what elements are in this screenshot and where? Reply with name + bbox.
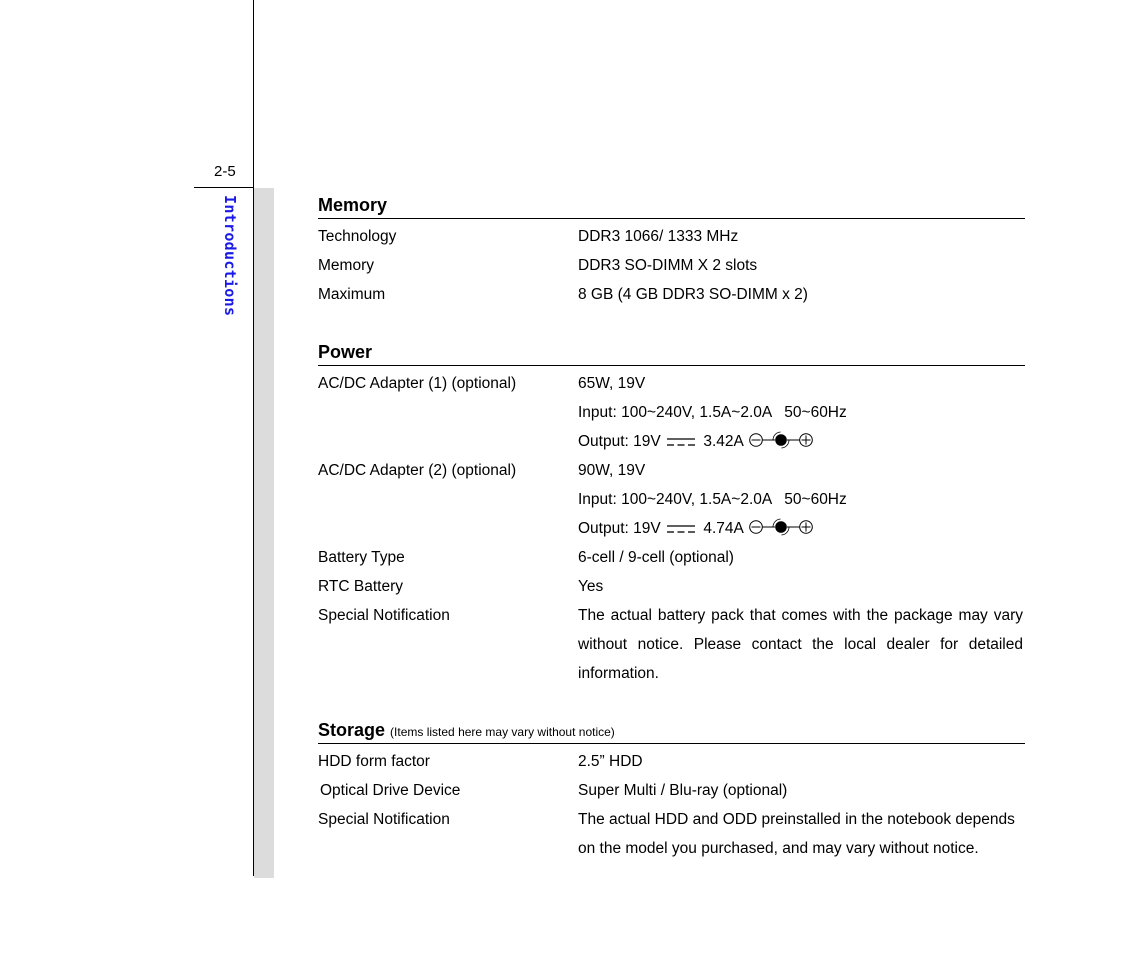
output-prefix: Output: 19V <box>578 433 661 450</box>
notification-line: on the model you purchased, and may vary without notice. <box>578 840 979 857</box>
adapter-2-row <box>318 456 1025 543</box>
spec-row <box>318 601 1025 688</box>
spec-row <box>318 280 1025 309</box>
spec-label: Battery Type <box>318 549 405 566</box>
power-section <box>318 341 1025 688</box>
polarity-icon <box>749 431 817 449</box>
storage-title <box>318 719 1025 744</box>
storage-heading: Storage <box>318 720 386 740</box>
page-number: 2-5 <box>214 163 236 180</box>
spec-label: AC/DC Adapter (1) (optional) <box>318 375 517 392</box>
spec-label: Special Notification <box>318 607 450 624</box>
spec-row <box>318 222 1025 251</box>
spec-value <box>578 369 1023 456</box>
adapter-1-row <box>318 369 1025 456</box>
spec-row <box>318 747 1025 776</box>
spec-value: 2.5” HDD <box>578 753 643 770</box>
storage-section <box>318 719 1025 863</box>
adapter-rating: 90W, 19V <box>578 462 646 479</box>
spec-row <box>318 251 1025 280</box>
spec-value: Super Multi / Blu-ray (optional) <box>578 782 788 799</box>
spec-row <box>318 572 1025 601</box>
spec-row <box>318 776 1025 805</box>
spec-value: DDR3 SO-DIMM X 2 slots <box>578 257 758 274</box>
notification-line: The actual HDD and ODD preinstalled in the notebook depends <box>578 811 1015 828</box>
spec-label: Memory <box>318 257 374 274</box>
page-number-rule <box>194 187 254 188</box>
storage-note: (Items listed here may vary without notice) <box>390 725 615 739</box>
chapter-tab: Introductions <box>221 195 239 317</box>
spec-label: Special Notification <box>318 811 450 828</box>
spec-value <box>578 456 1023 543</box>
adapter-input: Input: 100~240V, 1.5A~2.0A 50~60Hz <box>578 404 847 421</box>
dc-current-icon <box>667 436 695 448</box>
memory-section <box>318 194 1025 309</box>
output-current: 4.74A <box>703 520 744 537</box>
spec-label: Optical Drive Device <box>320 782 461 799</box>
spec-label: HDD form factor <box>318 753 430 770</box>
polarity-icon <box>749 518 817 536</box>
spec-value: 8 GB (4 GB DDR3 SO-DIMM x 2) <box>578 286 808 303</box>
output-prefix: Output: 19V <box>578 520 661 537</box>
adapter-input: Input: 100~240V, 1.5A~2.0A 50~60Hz <box>578 491 847 508</box>
spec-value: 6-cell / 9-cell (optional) <box>578 549 734 566</box>
side-bar <box>254 188 274 878</box>
spec-label: RTC Battery <box>318 578 403 595</box>
dc-current-icon <box>667 523 695 535</box>
output-current: 3.42A <box>703 433 744 450</box>
power-title: Power <box>318 341 1025 366</box>
spec-value <box>578 805 1038 863</box>
adapter-rating: 65W, 19V <box>578 375 646 392</box>
spec-value: Yes <box>578 578 604 595</box>
memory-title: Memory <box>318 194 1025 219</box>
spec-row <box>318 543 1025 572</box>
adapter-output <box>578 514 1023 543</box>
spec-label: AC/DC Adapter (2) (optional) <box>318 462 517 479</box>
spec-row <box>318 805 1025 863</box>
spec-label: Technology <box>318 228 397 245</box>
spec-value: DDR3 1066/ 1333 MHz <box>578 228 739 245</box>
spec-value: The actual battery pack that comes with the package may vary without notice. Please contact the local dealer for detailed information. <box>578 607 1023 682</box>
spec-label: Maximum <box>318 286 386 303</box>
adapter-output <box>578 427 1023 456</box>
